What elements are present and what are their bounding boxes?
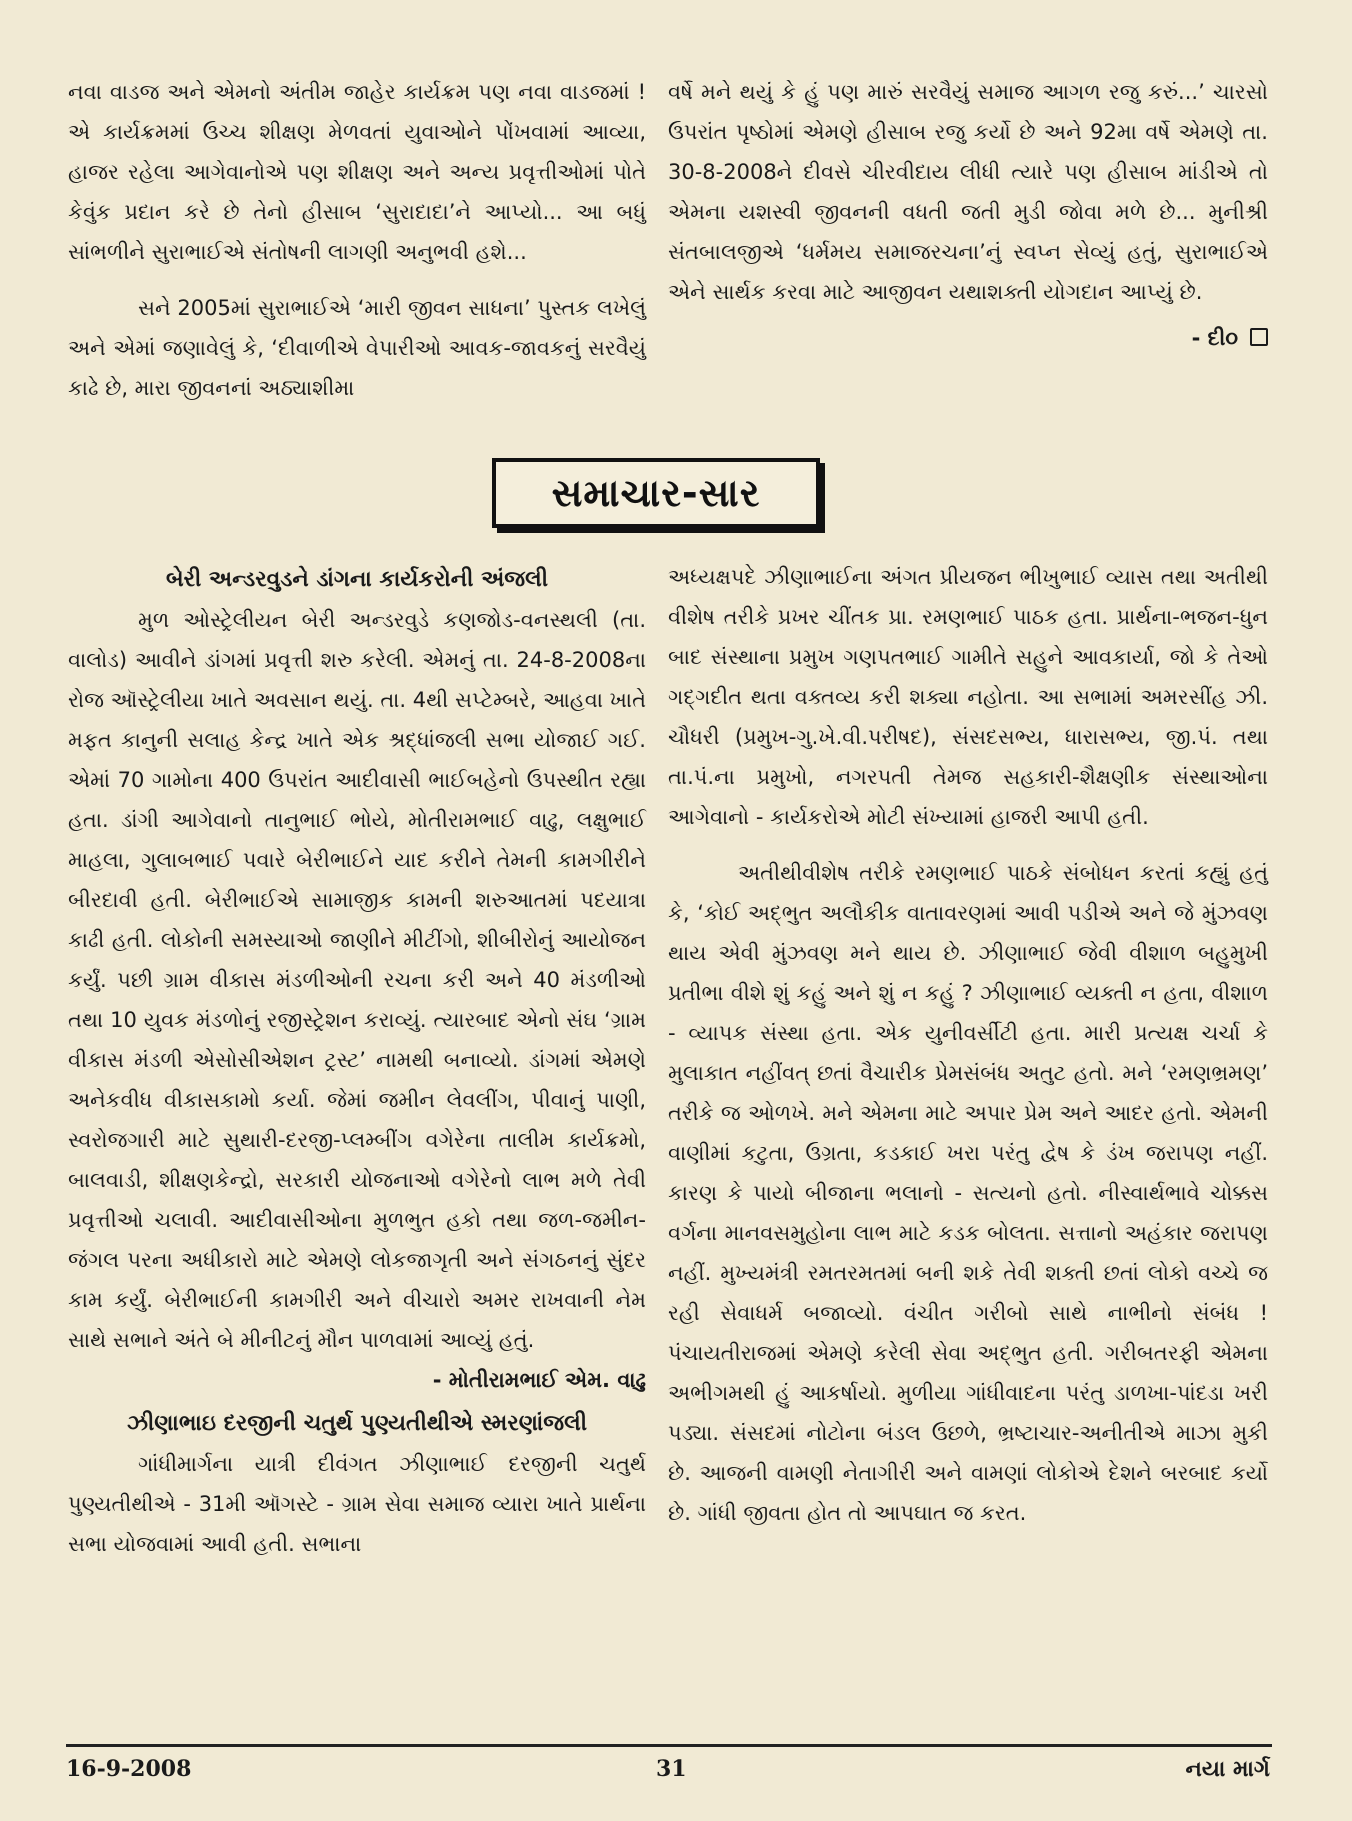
page-number: 31 bbox=[656, 1756, 687, 1782]
article-body: અધ્યક્ષપદે ઝીણાભાઈના અંગત પ્રીયજન ભીખુભાઈ વ્યાસ તથા અતીથી વીશેષ તરીકે પ્રખર ચીંતક પ્રા. રમણભાઈ પાઠક હતા. પ્રાર્થના-ભજન-ધુન બાદ સંસ્થાના પ્રમુખ ગણપતભાઈ ગામીતે સહુને આવકાર્યા, જો કે તેઓ ગદ્ગદીત થતા વક્તવ્ય કરી શક્યા નહોતા. આ સભામાં અમરસીંહ ઝી. ચૌધરી (પ્રમુખ-ગુ.ખે.વી.પરીષદ), સંસદસભ્ય, ધારાસભ્ય, જી.પં. તથા તા.પં.ના પ્રમુખો, નગરપતી તેમજ સહકારી-શૈક્ષણીક સંસ્થાઓના આગેવાનો - કાર્યકરોએ મોટી સંખ્યામાં હાજરી આપી હતી. bbox=[668, 565, 1268, 829]
top-right-column bbox=[668, 72, 1268, 358]
paragraph: નવા વાડજ અને એમનો અંતીમ જાહેર કાર્યક્રમ પણ નવા વાડજમાં ! એ કાર્યક્રમમાં ઉચ્ચ શીક્ષણ મેળવતાં યુવાઓને પોંખવામાં આવ્યા, હાજર રહેલા આગેવાનોએ પણ શીક્ષણ અને અન્ય પ્રવૃત્તીઓમાં પોતે કેવુંક પ્રદાન કરે છે તેનો હીસાબ ‘સુરાદાદા’ને આપ્યો... આ બધું સાંભળીને સુરાભાઈએ સંતોષની લાગણી અનુભવી હશે... bbox=[68, 80, 646, 264]
bottom-right-column bbox=[668, 557, 1268, 1533]
article-title: ઝીણાભાઇ દરજીની ચતુર્થ પુણ્યતીથીએ સ્મરણાંજલી bbox=[126, 1411, 588, 1436]
author-signature bbox=[668, 318, 1268, 358]
article-body: ગાંધીમાર્ગના યાત્રી દીવંગત ઝીણાભાઈ દરજીની ચતુર્થ પુણ્યતીથીએ - 31મી ઑગસ્ટે - ગ્રામ સેવા સમાજ વ્યારા ખાતે પ્રાર્થના સભા યોજવામાં આવી હતી. સભાના bbox=[68, 1452, 646, 1556]
publication-name: નયા માર્ગ bbox=[1185, 1756, 1270, 1782]
end-mark-icon bbox=[1250, 328, 1268, 346]
paragraph: વર્ષે મને થયું કે હું પણ મારું સરવૈયું સમાજ આગળ રજુ કરું...’ ચારસો ઉપરાંત પૃષ્ઠોમાં એમણે હીસાબ રજુ કર્યો છે અને 92મા વર્ષે એમણે તા. 30-8-2008ને દીવસે ચીરવીદાય લીધી ત્યારે પણ હીસાબ માંડીએ તો એમના યશસ્વી જીવનની વધતી જતી મુડી જોવા મળે છે... મુનીશ્રી સંતબાલજીએ ‘ધર્મમય સમાજરચના’નું સ્વપ્ન સેવ્યું હતું, સુરાભાઈએ એને સાર્થક કરવા માટે આજીવન યથાશક્તી યોગદાન આપ્યું છે. bbox=[668, 80, 1268, 304]
article-signature: - મોતીરામભાઈ એમ. વાઢુ bbox=[432, 1368, 646, 1392]
footer-date: 16-9-2008 bbox=[66, 1756, 192, 1782]
footer-divider bbox=[66, 1744, 1272, 1747]
article-title: બેરી અન્ડરવુડને ડાંગના કાર્યકરોની અંજલી bbox=[165, 567, 549, 592]
section-heading: સમાચાર-સાર bbox=[551, 470, 761, 515]
article-body: મુળ ઓસ્ટ્રેલીયન બેરી અન્ડરવુડે કણજોડ-વનસ્થલી (તા. વાલોડ) આવીને ડાંગમાં પ્રવૃત્તી શરુ કરેલી. એમનું તા. 24-8-2008ના રોજ ઑસ્ટ્રેલીયા ખાતે અવસાન થયું. તા. 4થી સપ્ટેમ્બરે, આહવા ખાતે મફત કાનુની સલાહ કેન્દ્ર ખાતે એક શ્રદ્ધાંજલી સભા યોજાઈ ગઈ. એમાં 70 ગામોના 400 ઉપરાંત આદીવાસી ભાઈબહેનો ઉપસ્થીત રહ્યા હતા. ડાંગી આગેવાનો તાનુભાઈ ભોયે, મોતીરામભાઈ વાઢુ, લક્ષુભાઈ માહલા, ગુલાબભાઈ પવારે બેરીભાઈને યાદ કરીને તેમની કામગીરીને બીરદાવી હતી. બેરીભાઈએ સામાજીક કામની શરુઆતમાં પદયાત્રા કાઢી હતી. લોકોની સમસ્યાઓ જાણીને મીટીંગો, શીબીરોનું આયોજન કર્યું. પછી ગ્રામ વીકાસ મંડળીઓની રચના કરી અને 40 મંડળીઓ તથા 10 યુવક મંડળોનું રજીસ્ટ્રેશન કરાવ્યું. ત્યારબાદ એનો સંઘ ‘ગ્રામ વીકાસ મંડળી એસોસીએશન ટ્રસ્ટ’ નામથી બનાવ્યો. ડાંગમાં એમણે અનેકવીધ વીકાસકામો કર્યા. જેમાં જમીન લેવલીંગ, પીવાનું પાણી, સ્વરોજગારી માટે સુથારી-દરજી-પ્લમ્બીંગ વગેરેના તાલીમ કાર્યક્રમો, બાલવાડી, શીક્ષણકેન્દ્રો, સરકારી યોજનાઓ વગેરેનો લાભ મળે તેવી પ્રવૃત્તીઓ ચલાવી. આદીવાસીઓના મુળભુત હકો તથા જળ-જમીન-જંગલ પરના અધીકારો માટે એમણે લોકજાગૃતી અને સંગઠનનું સુંદર કામ કર્યું. બેરીભાઈની કામગીરી અને વીચારો અમર રાખવાની નેમ સાથે સભાને અંતે બે મીનીટનું મૌન પાળવામાં આવ્યું હતું. bbox=[68, 608, 646, 1352]
article-body: અતીથીવીશેષ તરીકે રમણભાઈ પાઠકે સંબોધન કરતાં કહ્યું હતું કે, ‘કોઈ અદ્ભુત અલૌકીક વાતાવરણમાં આવી પડીએ અને જે મુંઝવણ થાય એવી મુંઝવણ મને થાય છે. ઝીણાભાઈ જેવી વીશાળ બહુમુખી પ્રતીભા વીશે શું કહું અને શું ન કહું ? ઝીણાભાઈ વ્યક્તી ન હતા, વીશાળ - વ્યાપક સંસ્થા હતા. એક યુનીવર્સીટી હતા. મારી પ્રત્યક્ષ ચર્ચા કે મુલાકાત નહીંવત્ છતાં વૈચારીક પ્રેમસંબંધ અતુટ હતો. મને ‘રમણભ્રમણ’ તરીકે જ ઓળખે. મને એમના માટે અપાર પ્રેમ અને આદર હતો. એમની વાણીમાં કટુતા, ઉગ્રતા, કડકાઈ ખરા પરંતુ દ્વેષ કે ડંખ જરાપણ નહીં. કારણ કે પાયો બીજાના ભલાનો - સત્યનો હતો. નીસ્વાર્થભાવે ચોક્કસ વર્ગના માનવસમુહોના લાભ માટે કડક બોલતા. સત્તાનો અહંકાર જરાપણ નહીં. મુખ્યમંત્રી રમતરમતમાં બની શકે તેવી શક્તી છતાં લોકો વચ્ચે જ રહી સેવાધર્મ બજાવ્યો. વંચીત ગરીબો સાથે નાભીનો સંબંધ ! પંચાયતીરાજમાં એમણે કરેલી સેવા અદ્ભુત હતી. ગરીબતરફી એમના અભીગમથી હું આકર્ષાયો. મુળીયા ગાંધીવાદના પરંતુ ડાળખા-પાંદડા ખરી પડ્યા. સંસદમાં નોટોના બંડલ ઉછળે, ભ્રષ્ટાચાર-અનીતીએ માઝા મુકી છે. આજની વામણી નેતાગીરી અને વામણાં લોકોએ દેશને બરબાદ કર્યો છે. ગાંધી જીવતા હોત તો આપઘાત જ કરત. bbox=[668, 861, 1268, 1525]
paragraph: સને 2005માં સુરાભાઈએ ‘મારી જીવન સાધના’ પુસ્તક લખેલું અને એમાં જણાવેલું કે, ‘દીવાળીએ વેપારીઓ આવક-જાવકનું સરવૈયું કાઢે છે, મારા જીવનનાં અઠ્યાશીમા bbox=[68, 296, 646, 400]
signature-text: - દી૦ bbox=[1191, 326, 1238, 350]
top-left-column bbox=[68, 72, 646, 408]
bottom-left-column bbox=[68, 560, 646, 1564]
section-heading-box bbox=[492, 458, 820, 528]
